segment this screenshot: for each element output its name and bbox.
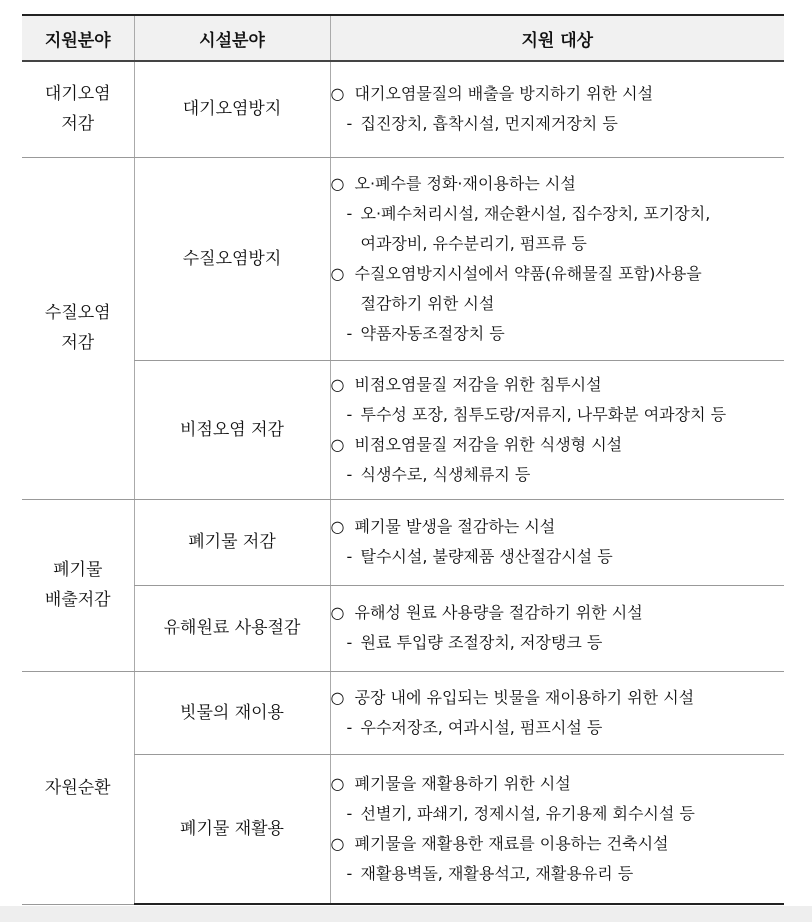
field-cell (22, 61, 134, 157)
target-cell (330, 61, 784, 157)
circle-bullet: ○ (330, 434, 345, 454)
target-line (331, 542, 785, 572)
target-line (331, 199, 785, 229)
target-text: 원료 투입량 조절장치, 저장탱크 등 (360, 633, 603, 652)
header-row (22, 15, 784, 61)
target-text: 투수성 포장, 침투도랑/저류지, 나무화분 여과장치 등 (360, 404, 727, 424)
table-row (22, 671, 784, 754)
target-text: 재활용벽돌, 재활용석고, 재활용유리 등 (360, 863, 634, 883)
table-row (22, 585, 784, 671)
target-line (331, 229, 785, 259)
target-cell (330, 360, 784, 499)
facility-label: 유해원료 사용절감 (163, 618, 301, 638)
header-facility: 시설분야 (134, 15, 330, 61)
table-row (22, 360, 784, 499)
target-cell (330, 754, 784, 904)
target-cell (330, 157, 784, 360)
circle-bullet: ○ (330, 833, 345, 853)
target-line (331, 319, 785, 349)
dash-bullet: - (346, 717, 353, 737)
target-text: 공장 내에 유입되는 빗물을 재이용하기 위한 시설 (354, 687, 695, 707)
field-label: 저감 (61, 333, 95, 353)
dash-bullet: - (346, 464, 353, 484)
facility-cell (134, 499, 330, 585)
facility-label: 빗물의 재이용 (180, 702, 284, 723)
dash-bullet: - (346, 863, 353, 883)
field-label: 폐기물 (53, 560, 103, 580)
target-line (331, 460, 785, 490)
target-text: 약품자동조절장치 등 (360, 323, 505, 343)
field-label: 저감 (61, 114, 95, 135)
header-field: 지원분야 (22, 15, 134, 61)
target-line (331, 79, 785, 109)
dash-bullet: - (346, 203, 353, 223)
target-line (331, 430, 785, 460)
circle-bullet: ○ (330, 173, 345, 193)
target-line (331, 683, 785, 713)
field-label: 자원순환 (44, 777, 111, 798)
facility-cell (134, 61, 330, 157)
circle-bullet: ○ (330, 374, 345, 394)
target-line (331, 598, 785, 628)
circle-bullet: ○ (330, 773, 345, 793)
facility-label: 수질오염방지 (182, 248, 282, 269)
circle-bullet: ○ (330, 603, 345, 622)
target-text: 오·폐수를 정화·재이용하는 시설 (354, 173, 576, 193)
dash-bullet: - (346, 323, 353, 343)
dash-bullet: - (346, 803, 353, 823)
target-line (331, 769, 785, 799)
field-cell (22, 671, 134, 904)
target-text: 대기오염물질의 배출을 방지하기 위한 시설 (354, 84, 654, 104)
target-text: 여과장비, 유수분리기, 펌프류 등 (360, 233, 587, 253)
facility-cell (134, 671, 330, 754)
circle-bullet: ○ (330, 687, 345, 707)
field-label: 배출저감 (44, 590, 111, 610)
target-text: 폐기물 발생을 절감하는 시설 (354, 517, 556, 536)
facility-label: 폐기물 재활용 (180, 818, 284, 839)
target-line (331, 713, 785, 743)
dash-bullet: - (346, 633, 353, 652)
target-text: 우수저장조, 여과시설, 펌프시설 등 (360, 717, 603, 737)
facility-label: 비점오염 저감 (180, 419, 284, 440)
circle-bullet: ○ (330, 84, 345, 104)
table-row (22, 754, 784, 904)
target-text: 폐기물을 재활용하기 위한 시설 (354, 773, 571, 793)
target-text: 집진장치, 흡착시설, 먼지제거장치 등 (360, 114, 618, 134)
target-text: 선별기, 파쇄기, 정제시설, 유기용제 회수시설 등 (360, 803, 695, 823)
target-line (331, 109, 785, 139)
target-text: 수질오염방지시설에서 약품(유해물질 포함)사용을 (354, 263, 702, 283)
target-cell (330, 499, 784, 585)
target-line (331, 259, 785, 289)
target-line (331, 799, 785, 829)
table-row (22, 499, 784, 585)
target-line (331, 628, 785, 658)
facility-label: 폐기물 저감 (188, 532, 276, 552)
circle-bullet: ○ (330, 517, 345, 536)
target-line (331, 289, 785, 319)
target-text: 비점오염물질 저감을 위한 식생형 시설 (354, 434, 623, 454)
facility-cell (134, 754, 330, 904)
circle-bullet: ○ (330, 263, 345, 283)
support-table (22, 14, 784, 905)
target-text: 탈수시설, 불량제품 생산절감시설 등 (360, 547, 613, 566)
target-cell (330, 585, 784, 671)
target-text: 유해성 원료 사용량을 절감하기 위한 시설 (354, 603, 643, 622)
dash-bullet: - (346, 114, 353, 134)
table-row (22, 61, 784, 157)
target-line (331, 859, 785, 889)
target-line (331, 370, 785, 400)
field-cell (22, 157, 134, 499)
target-line (331, 169, 785, 199)
header-target: 지원 대상 (330, 15, 784, 61)
facility-cell (134, 360, 330, 499)
target-cell (330, 671, 784, 754)
target-line (331, 829, 785, 859)
facility-cell (134, 585, 330, 671)
field-label: 수질오염 (44, 303, 111, 323)
target-line (331, 400, 785, 430)
target-text: 식생수로, 식생체류지 등 (360, 464, 531, 484)
dash-bullet: - (346, 404, 353, 424)
facility-label: 대기오염방지 (182, 99, 282, 120)
facility-cell (134, 157, 330, 360)
target-text: 비점오염물질 저감을 위한 침투시설 (354, 374, 602, 394)
dash-bullet: - (346, 547, 353, 566)
field-label: 대기오염 (44, 84, 111, 105)
bottom-scroll-strip (0, 906, 812, 922)
field-cell (22, 499, 134, 671)
target-text: 절감하기 위한 시설 (360, 293, 495, 313)
target-text: 오·폐수처리시설, 재순환시설, 집수장치, 포기장치, (360, 203, 711, 223)
table-row (22, 157, 784, 360)
target-line (331, 512, 785, 542)
target-text: 폐기물을 재활용한 재료를 이용하는 건축시설 (354, 833, 669, 853)
